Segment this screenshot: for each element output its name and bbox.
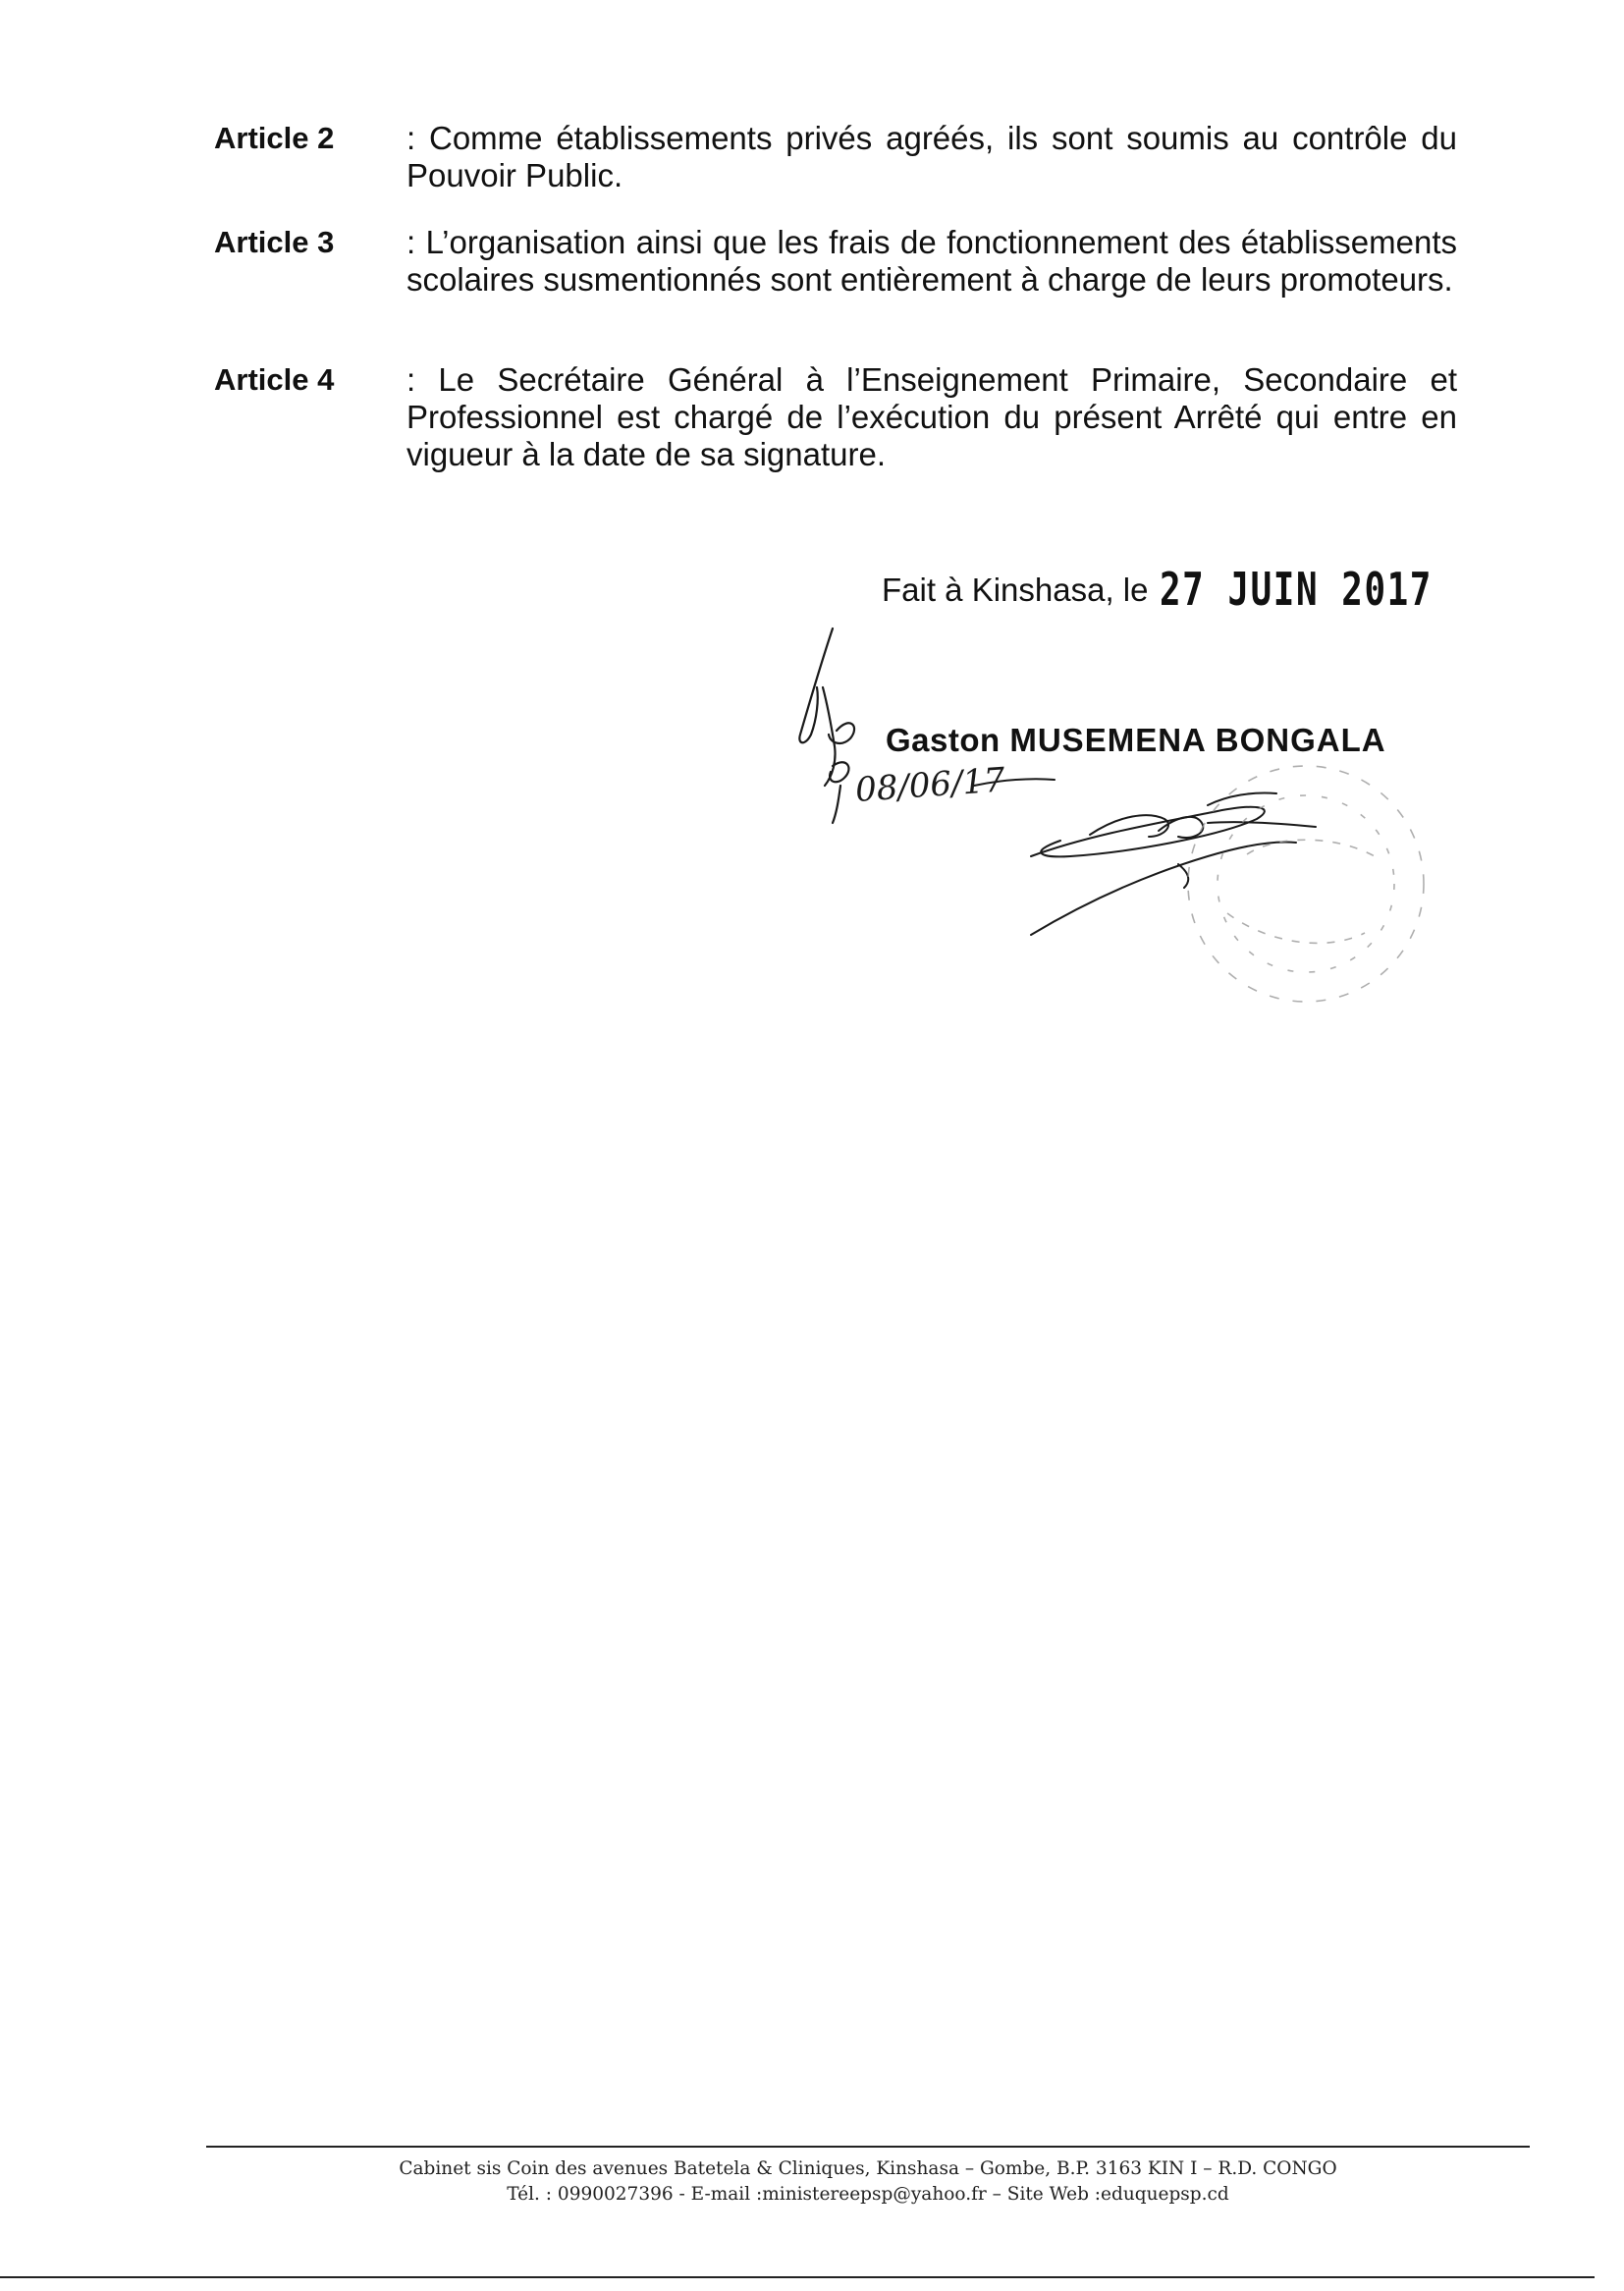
footer-rule	[206, 2146, 1530, 2148]
handwritten-note	[854, 760, 1055, 810]
footer-address: Cabinet sis Coin des avenues Batetela & Cliniques, Kinshasa – Gombe, B.P. 3163 KIN I – R.D. CONGO	[399, 2158, 1337, 2179]
seal-stamp	[1188, 766, 1424, 1002]
footer-contact: Tél. : 0990027396 - E-mail :ministereepsp@yahoo.fr – Site Web :eduquepsp.cd	[507, 2184, 1229, 2205]
article-text: : Le Secrétaire Général à l’Enseignement Primaire, Secondaire et Professionnel est chargé de l’exécution du présent Arrêté qui entre en vigueur à la date de sa signature.	[406, 361, 1457, 472]
article-label: Article 2	[214, 121, 335, 155]
signatory-first-name: Gaston	[886, 722, 1001, 758]
article-text: : L’organisation ainsi que les frais de fonctionnement des établissements scolaires susmentionnés sont entièrement à charge de leurs promoteurs.	[406, 224, 1457, 298]
signature	[1031, 793, 1316, 936]
place-label: Fait à Kinshasa, le	[882, 572, 1149, 608]
page-bottom-rule	[0, 2276, 1595, 2278]
footer	[206, 2156, 1530, 2208]
article-label: Article 4	[214, 362, 335, 397]
article-text: : Comme établissements privés agréés, ils sont soumis au contrôle du Pouvoir Public.	[406, 120, 1457, 193]
handwritten-initials	[799, 628, 854, 823]
signatory-last-name: MUSEMENA BONGALA	[1009, 722, 1386, 758]
svg-text:08/06/17: 08/06/17	[853, 760, 1006, 810]
article-label: Article 3	[214, 225, 335, 259]
date-stamp: 27 JUIN 2017	[1159, 563, 1433, 616]
